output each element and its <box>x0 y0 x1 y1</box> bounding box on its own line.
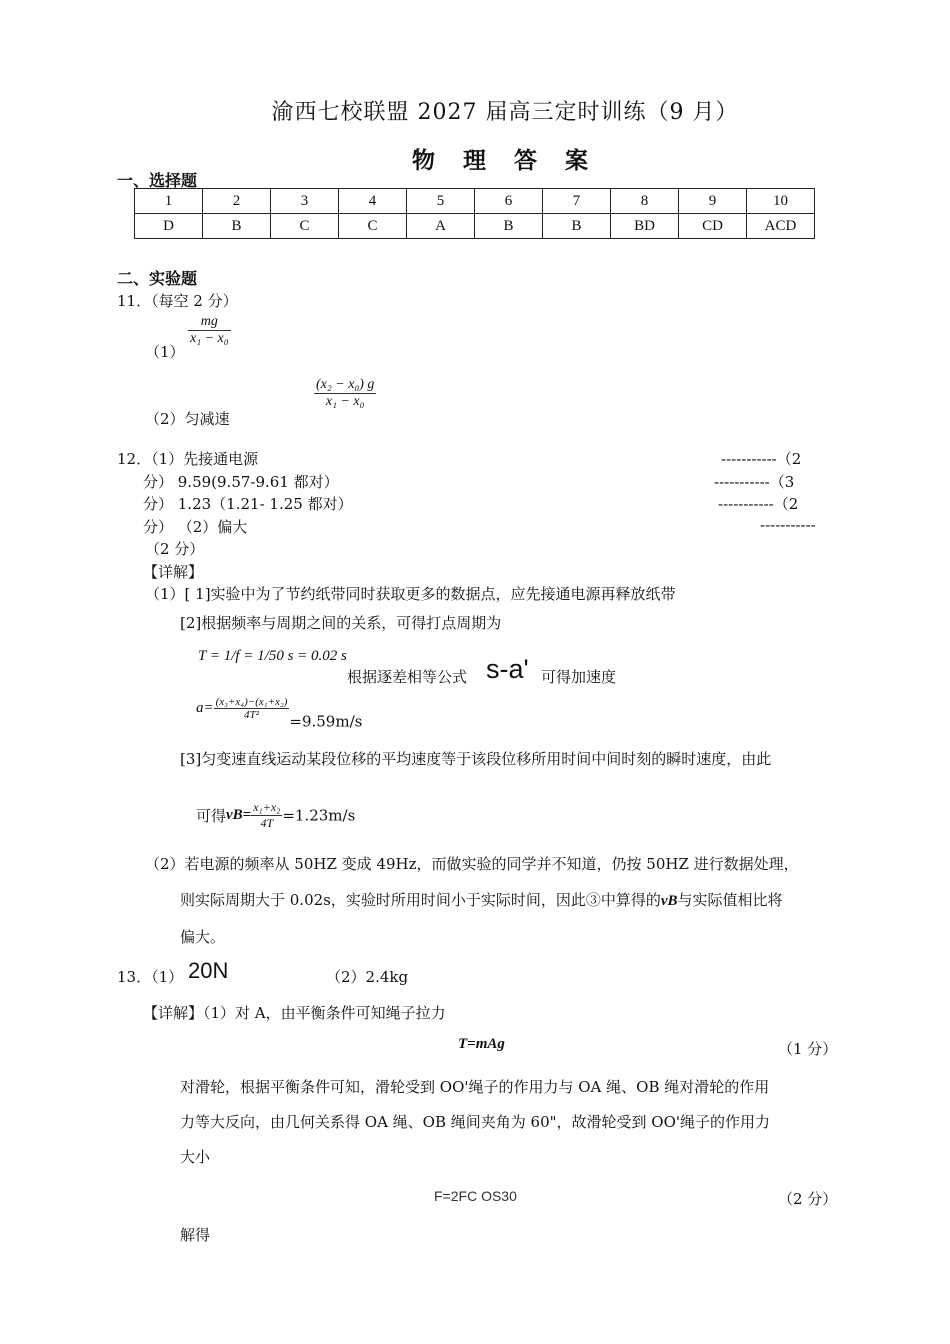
text-span: 与实际值相比将 <box>677 891 783 909</box>
q12-detail-1: （1）[ 1]实验中为了节约纸带同时获取更多的数据点，应先接通电源再释放纸带 <box>145 585 676 603</box>
table-cell: ACD <box>747 214 815 239</box>
q11-part1-label: （1） <box>145 343 185 361</box>
q12-line3: 分） 1.23（1.21- 1.25 都对） <box>143 495 353 513</box>
q13-paragraph-4: 解得 <box>180 1226 211 1244</box>
q11-part1-fraction <box>188 314 231 347</box>
q12-detail-2: [2]根据频率与周期之间的关系，可得打点周期为 <box>180 614 502 632</box>
q13-equation-1: T=mAg <box>458 1036 505 1052</box>
q12-detail-5-prefix: 可得 <box>196 807 227 825</box>
q13-paragraph-1: 对滑轮，根据平衡条件可知，滑轮受到 OO'绳子的作用力与 OA 绳、OB 绳对滑轮的作用 <box>180 1078 770 1096</box>
q12-line2: 分） 9.59(9.57-9.61 都对） <box>143 473 339 491</box>
q12-line1: 12．（1）先接通电源 <box>117 450 259 468</box>
q13-equation-2: F=2FC OS30 <box>434 1188 517 1204</box>
answer-table-number-row <box>135 189 815 214</box>
table-cell: 6 <box>475 189 543 214</box>
fraction-denominator: x₁ − x₀ <box>190 331 229 346</box>
q13-paragraph-3: 大小 <box>180 1148 211 1166</box>
q13-paragraph-2: 力等大反向，由几何关系得 OA 绳、OB 绳间夹角为 60"，故滑轮受到 OO'绳子的作用力 <box>180 1113 770 1131</box>
formula-prefix: a= <box>196 700 214 716</box>
fraction-denominator: 4T <box>260 816 274 830</box>
q12-detail-3-big: s-a' <box>486 654 529 684</box>
fraction-denominator: x₁ − x₀ <box>325 394 365 409</box>
q12-detail-3-prefix: 根据逐差相等公式 <box>347 668 468 686</box>
q11-part2-fraction <box>314 377 376 410</box>
q12-detail-7 <box>180 889 783 910</box>
formula-prefix: vB= <box>226 807 252 823</box>
q12-line1-score: -----------（2 <box>721 450 802 468</box>
table-cell: 8 <box>611 189 679 214</box>
table-cell: 3 <box>271 189 339 214</box>
q13-answer-1: 20N <box>188 958 229 983</box>
q12-line5: （2 分） <box>145 540 205 558</box>
table-cell: 2 <box>203 189 271 214</box>
q12-detail-6: （2）若电源的频率从 50HZ 变成 49Hz，而做实验的同学并不知道，仍按 50HZ 进行数据处理， <box>145 855 799 873</box>
table-cell: CD <box>679 214 747 239</box>
formula-vb <box>196 800 355 831</box>
table-cell: B <box>543 214 611 239</box>
table-cell: B <box>475 214 543 239</box>
text-span: vB <box>660 893 678 909</box>
table-cell: 7 <box>543 189 611 214</box>
table-cell: B <box>203 214 271 239</box>
table-cell: C <box>271 214 339 239</box>
formula-result: =1.23m/s <box>282 806 356 825</box>
formula-result: =9.59m/s <box>289 712 363 731</box>
formula-acceleration <box>196 696 362 731</box>
q12-line4-score: ----------- <box>760 516 816 534</box>
table-cell: BD <box>611 214 679 239</box>
q11-label: 11．（每空 2 分） <box>117 292 238 310</box>
page-subtitle: 物 理 答 案 <box>411 147 599 174</box>
q12-line4: 分） （2）偏大 <box>143 518 248 536</box>
table-cell: 4 <box>339 189 407 214</box>
fraction-numerator: (x₂ − x₀) g <box>316 377 375 392</box>
answer-table <box>134 188 815 239</box>
fraction-denominator: 4T² <box>244 709 259 721</box>
fraction-numerator: mg <box>188 314 231 331</box>
q12-line3-score: -----------（2 <box>718 495 799 513</box>
q13-answer-2: （2）2.4kg <box>326 968 409 986</box>
q12-detail-4: [3]匀变速直线运动某段位移的平均速度等于该段位移所用时间中间时刻的瞬时速度，由此 <box>180 750 772 768</box>
q13-label: 13．（1） <box>117 968 184 986</box>
section-heading-experiment: 二、实验题 <box>117 269 198 288</box>
table-cell: 5 <box>407 189 475 214</box>
q12-detail-8: 偏大。 <box>180 928 226 946</box>
q13-detail: 【详解】（1）对 A，由平衡条件可知绳子拉力 <box>143 1004 446 1022</box>
q13-equation-1-score: （1 分） <box>778 1040 838 1058</box>
table-cell: C <box>339 214 407 239</box>
answer-table-answer-row <box>135 214 815 239</box>
fraction-numerator: x₁+x₂ <box>253 800 281 814</box>
formula-period: T = 1/f = 1/50 s = 0.02 s <box>198 648 347 664</box>
table-cell: D <box>135 214 203 239</box>
section-heading-choice: 一、选择题 <box>117 171 198 190</box>
q12-line2-score: -----------（3 <box>714 473 795 491</box>
q11-part2-label: （2）匀减速 <box>145 410 230 428</box>
page-title: 渝西七校联盟 2027 届高三定时训练（9 月） <box>271 100 739 125</box>
q12-detail-3-suffix: 可得加速度 <box>541 668 617 686</box>
q13-equation-2-score: （2 分） <box>778 1190 838 1208</box>
table-cell: 9 <box>679 189 747 214</box>
table-cell: 10 <box>747 189 815 214</box>
table-cell: A <box>407 214 475 239</box>
fraction-numerator: (x₃+x₄)−(x₁+x₂) <box>215 696 288 708</box>
text-span: 则实际周期大于 0.02s，实验时所用时间小于实际时间，因此③中算得的 <box>180 891 661 909</box>
q12-detail-label: 【详解】 <box>143 563 204 581</box>
table-cell: 1 <box>135 189 203 214</box>
